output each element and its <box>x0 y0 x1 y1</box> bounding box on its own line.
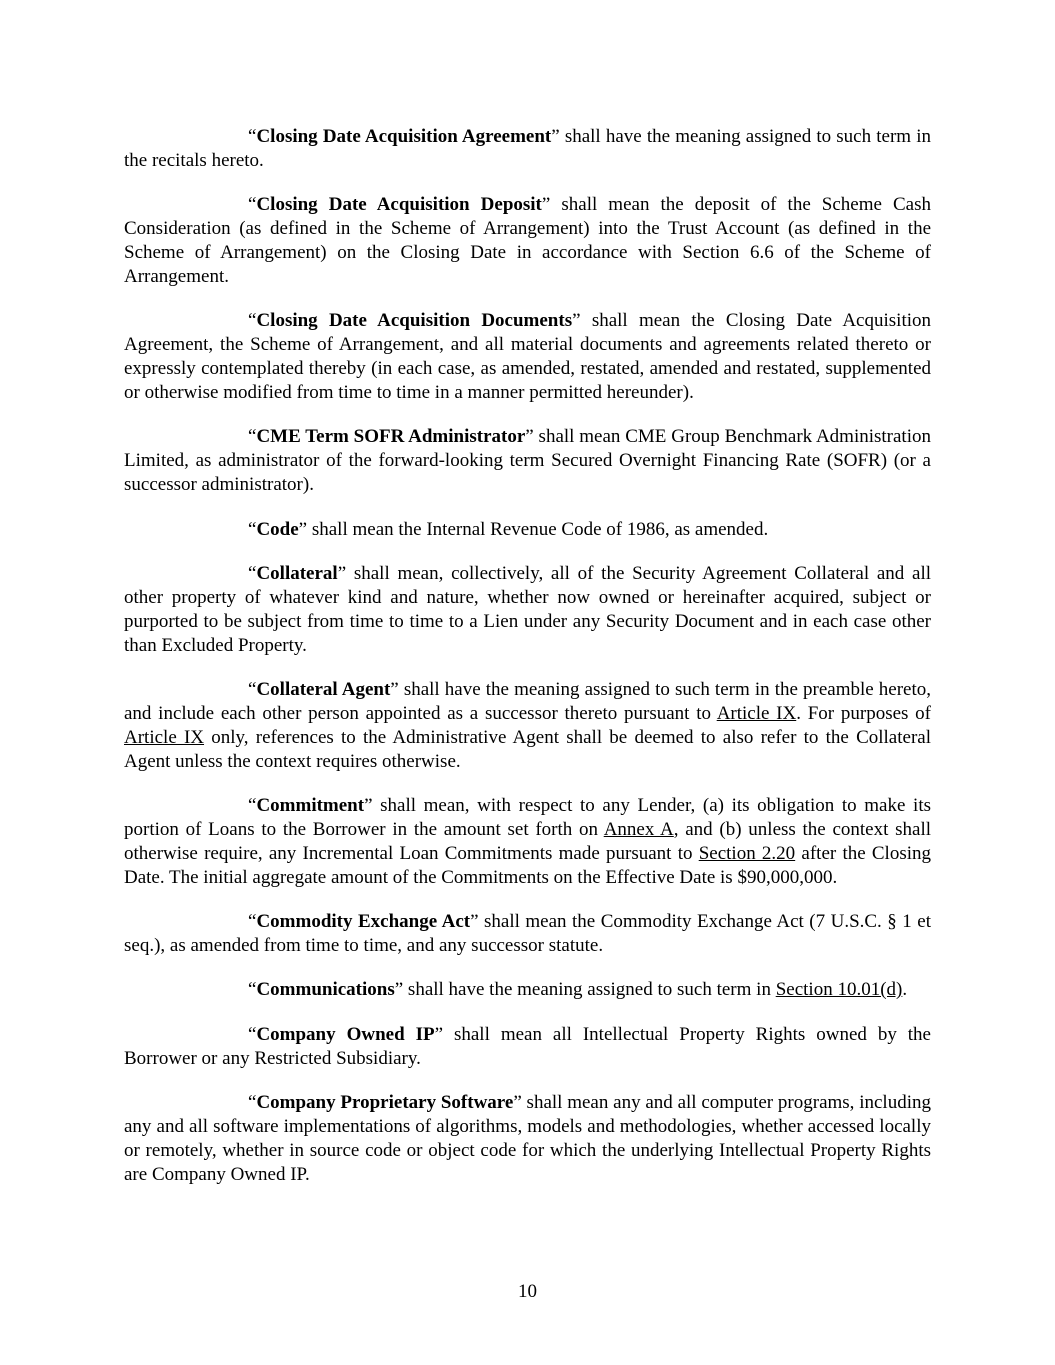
definition-collateral: “Collateral” shall mean, collectively, all of the Security Agreement Collateral and all other property of whatever kind and nature, whether now owned or hereinafter acquired, subject or purported to be subject from time to time to a Lien under any Security Document and in each case other than Excluded Property. <box>124 563 931 656</box>
definition-text: shall have the meaning assigned to such term in <box>403 979 776 1001</box>
annex-a-reference: Annex A <box>603 818 674 840</box>
defined-term: Code <box>256 518 299 540</box>
article-ix-reference: Article IX <box>716 702 797 724</box>
definition-text: shall have the meaning assigned to such term in the preamble hereto, and include each other person appointed as a successor thereto pursuant to <box>124 679 931 724</box>
definition-collateral-agent: “Collateral Agent” shall have the meaning assigned to such term in the preamble hereto, and include each other person appointed as a successor thereto pursuant to Article IX. For purposes of Article IX only, references to the Administrative Agent shall be deemed to also refer to the Collateral Agent unless the context requires otherwise. <box>124 679 931 772</box>
definition-text: shall mean the Closing Date Acquisition Agreement, the Scheme of Arrangement, and all material documents and agreements related thereto or expressly contemplated thereby (in each case, as amended, restated, amended and restated, supplemented or otherwise modified from time to time in a manner permitted hereunder). <box>124 310 931 403</box>
defined-term: Commitment <box>256 795 365 817</box>
definition-text: . <box>902 979 908 1001</box>
defined-term: Closing Date Acquisition Agreement <box>256 126 552 147</box>
definitions-body <box>124 125 931 1207</box>
defined-term: Communications <box>256 979 395 1001</box>
definition-commodity-exchange-act: “Commodity Exchange Act” shall mean the Commodity Exchange Act (7 U.S.C. § 1 et seq.), as amended from time to time, and any successor statute. <box>124 911 931 956</box>
section-10-01-d-reference: Section 10.01(d) <box>775 979 903 1001</box>
definition-code: “Code” shall mean the Internal Revenue Code of 1986, as amended. <box>248 518 769 540</box>
defined-term: Closing Date Acquisition Deposit <box>256 194 542 216</box>
definition-text: shall have the meaning assigned to such term in the recitals hereto. <box>124 126 931 171</box>
defined-term: Commodity Exchange Act <box>256 911 471 933</box>
defined-term: Company Proprietary Software <box>256 1092 514 1114</box>
definition-text: only, references to the Administrative Agent shall be deemed to also refer to the Collateral Agent unless the context requires otherwise. <box>124 726 931 772</box>
definition-text: shall mean, with respect to any Lender, (a) its obligation to make its portion of Loans to the Borrower in the amount set forth on <box>124 795 931 840</box>
definition-closing-date-acquisition-documents: “Closing Date Acquisition Documents” shall mean the Closing Date Acquisition Agreement, the Scheme of Arrangement, and all material documents and agreements related thereto or expressly contemplated thereby (in each case, as amended, restated, amended and restated, supplemented or otherwise modified from time to time in a manner permitted hereunder). <box>124 310 931 403</box>
definition-text: shall mean the Commodity Exchange Act (7 U.S.C. § 1 et seq.), as amended from time to time, and any successor statute. <box>124 911 931 956</box>
defined-term: Collateral Agent <box>256 679 391 701</box>
definition-text: shall mean all Intellectual Property Rights owned by the Borrower or any Restricted Subsidiary. <box>124 1024 931 1069</box>
definition-text: shall mean, collectively, all of the Security Agreement Collateral and all other property of whatever kind and nature, whether now owned or hereinafter acquired, subject or purported to be subject from time to time to a Lien under any Security Document and in each case other than Excluded Property. <box>124 563 931 656</box>
defined-term: Collateral <box>256 563 338 585</box>
definition-text: after the Closing Date. The initial aggregate amount of the Commitments on the Effective Date is $90,000,000. <box>124 842 932 888</box>
definition-closing-date-acquisition-deposit: “Closing Date Acquisition Deposit” shall mean the deposit of the Scheme Cash Consideration (as defined in the Scheme of Arrangement) into the Trust Account (as defined in the Scheme of Arrangement) on the Closing Date in accordance with Section 6.6 of the Scheme of Arrangement. <box>124 194 932 287</box>
definition-company-proprietary-software: “Company Proprietary Software” shall mean any and all computer programs, including any and all software implementations of algorithms, models and methodologies, whether accessed locally or remotely, whether in source code or object code for which the underlying Intellectual Property Rights are Company Owned IP. <box>124 1092 931 1185</box>
definition-commitment: “Commitment” shall mean, with respect to any Lender, (a) its obligation to make its portion of Loans to the Borrower in the amount set forth on Annex A, and (b) unless the context shall otherwise require, any Incremental Loan Commitments made pursuant to Section 2.20 after the Closing Date. The initial aggregate amount of the Commitments on the Effective Date is $90,000,000. <box>124 795 932 888</box>
defined-term: Closing Date Acquisition Documents <box>256 310 573 332</box>
article-ix-reference: Article IX <box>124 726 205 748</box>
definition-text: shall mean the deposit of the Scheme Cash Consideration (as defined in the Scheme of Arrangement) into the Trust Account (as defined in the Scheme of Arrangement) on the Closing Date in accordance with Section 6.6 of the Scheme of Arrangement. <box>124 194 932 287</box>
definition-communications: “Communications” shall have the meaning assigned to such term in Section 10.01(d). <box>248 979 908 1001</box>
definition-text: shall mean any and all computer programs, including any and all software implementations of algorithms, models and methodologies, whether accessed locally or remotely, whether in source code or object code for which the underlying Intellectual Property Rights are Company Owned IP. <box>124 1092 931 1185</box>
definition-company-owned-ip: “Company Owned IP” shall mean all Intellectual Property Rights owned by the Borrower or any Restricted Subsidiary. <box>124 1024 931 1069</box>
defined-term: Company Owned IP <box>256 1024 435 1046</box>
definition-text: shall mean CME Group Benchmark Administration Limited, as administrator of the forward-looking term Secured Overnight Financing Rate (SOFR) (or a successor administrator). <box>124 426 931 495</box>
page-number: 10 <box>518 1281 537 1302</box>
defined-term: CME Term SOFR Administrator <box>256 426 526 448</box>
definition-cme-term-sofr-administrator: “CME Term SOFR Administrator” shall mean CME Group Benchmark Administration Limited, as administrator of the forward-looking term Secured Overnight Financing Rate (SOFR) (or a successor administrator). <box>124 426 931 495</box>
definition-text: . For purposes of <box>796 702 931 724</box>
section-2-20-reference: Section 2.20 <box>698 842 796 864</box>
definition-closing-date-acquisition-agreement: “Closing Date Acquisition Agreement” shall have the meaning assigned to such term in the recitals hereto. <box>124 126 931 171</box>
definition-text: , and (b) unless the context shall otherwise require, any Incremental Loan Commitments made pursuant to <box>124 818 932 864</box>
definition-text: shall mean the Internal Revenue Code of 1986, as amended. <box>307 518 769 540</box>
